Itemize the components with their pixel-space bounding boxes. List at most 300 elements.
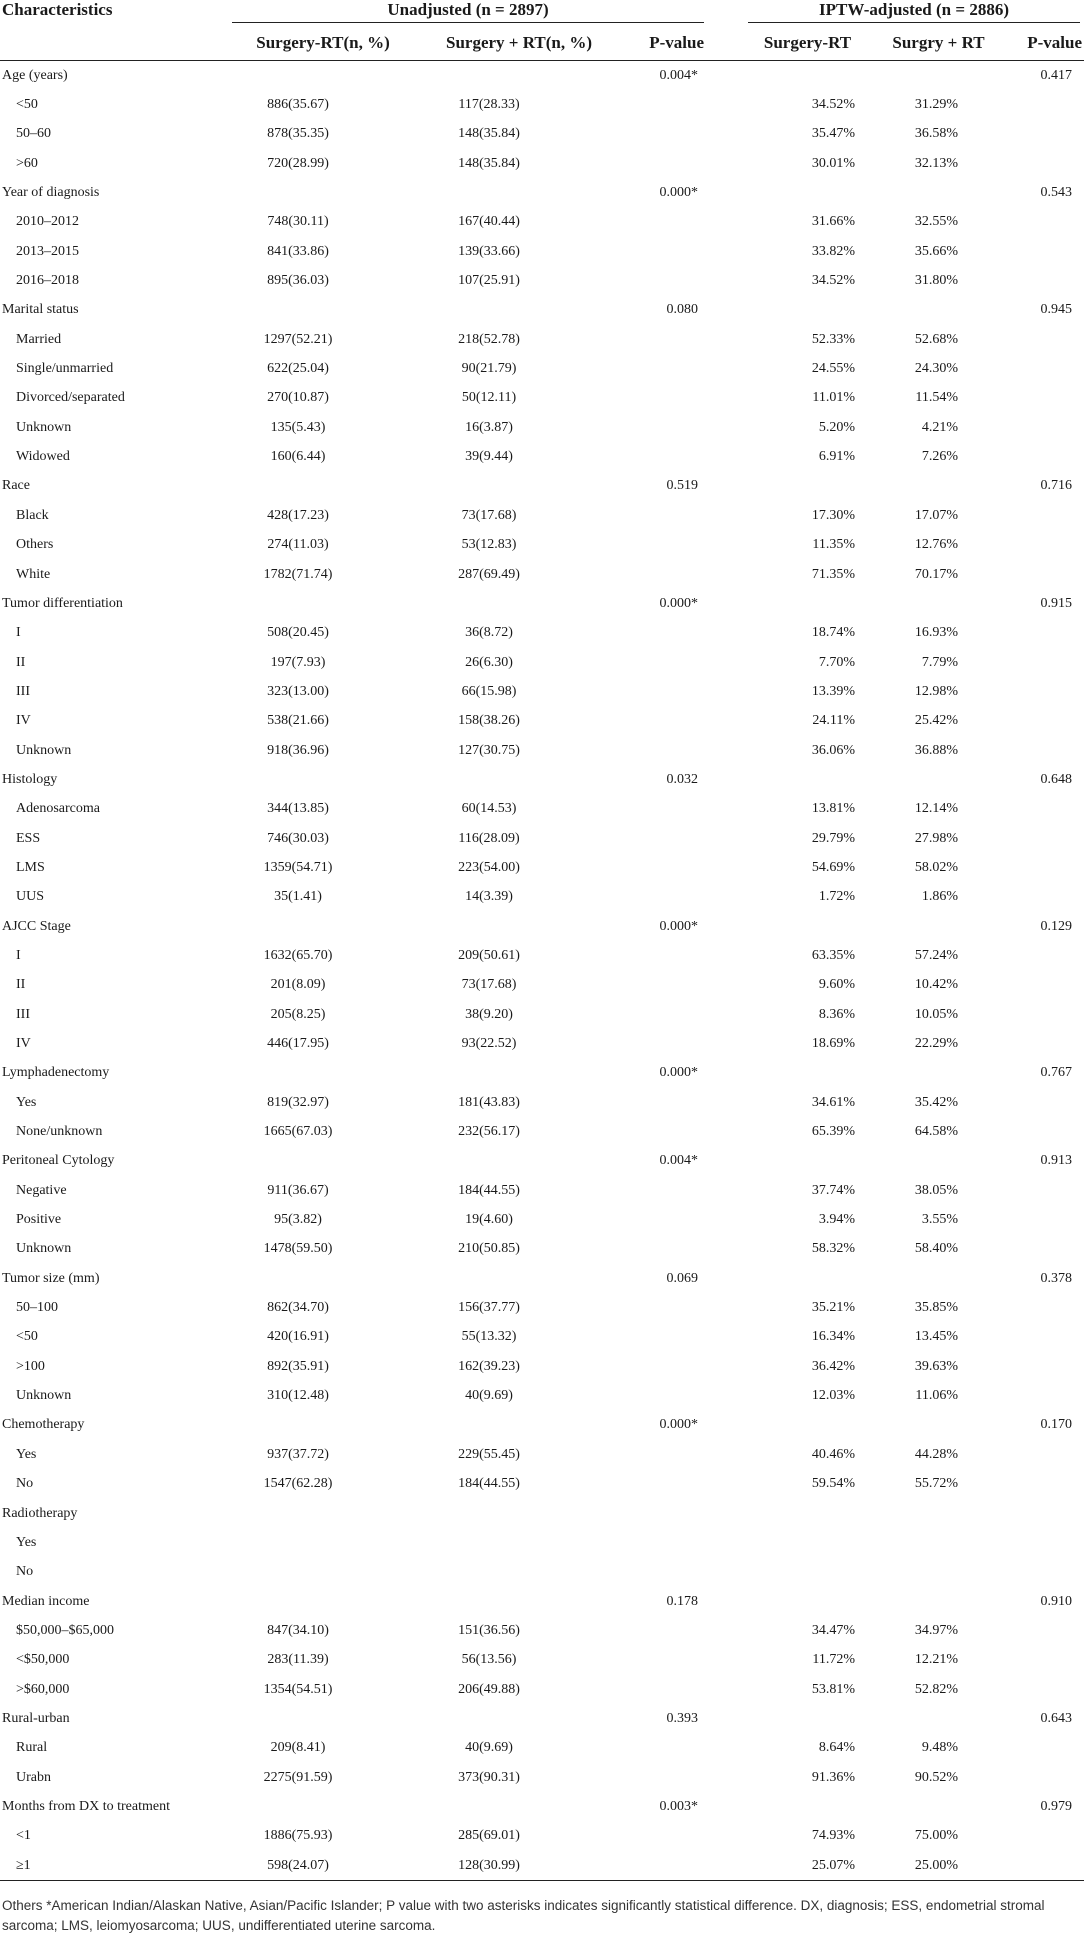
cell-iptw-surgery-plus-rt xyxy=(871,1587,1006,1616)
cell-iptw-surgery-minus-rt: 31.66% xyxy=(811,214,855,230)
cell-surgery-plus-rt: 162(39.23) xyxy=(458,1358,520,1374)
cell-surgery-plus-rt xyxy=(418,296,620,325)
cell-iptw-surgery-plus-rt: 25.00% xyxy=(871,1851,1006,1881)
cell-iptw-surgery-minus-rt: 91.36% xyxy=(811,1769,855,1785)
cell-pvalue xyxy=(620,795,708,824)
cell-surgery-plus-rt: 56(13.56) xyxy=(461,1652,517,1668)
spacer xyxy=(708,442,744,471)
cell-surgery-minus-rt: 197(7.93) xyxy=(270,654,326,670)
cell-iptw-surgery-plus-rt: 44.28% xyxy=(914,1446,958,1462)
cell-iptw-surgery-minus-rt xyxy=(744,178,871,207)
header-group-iptw xyxy=(744,0,1084,26)
cell-iptw-surgery-plus-rt: 35.42% xyxy=(914,1094,958,1110)
row-label: Chemotherapy xyxy=(2,1417,85,1433)
cell-pvalue: 0.393 xyxy=(666,1710,698,1726)
cell-surgery-minus-rt: 283(11.39) xyxy=(267,1652,329,1668)
cell-surgery-minus-rt xyxy=(228,1528,418,1557)
cell-iptw-surgery-plus-rt: 10.05% xyxy=(914,1006,958,1022)
table-row-category xyxy=(0,61,1084,91)
row-label: <50 xyxy=(16,97,38,113)
cell-iptw-pvalue: 0.945 xyxy=(1040,302,1073,318)
cell-pvalue xyxy=(620,413,708,442)
cell-iptw-pvalue xyxy=(1006,1499,1084,1528)
spacer xyxy=(708,1822,744,1851)
row-label: Lymphadenectomy xyxy=(2,1065,110,1081)
cell-iptw-surgery-plus-rt: 52.82% xyxy=(914,1681,958,1697)
cell-surgery-minus-rt: 1782(71.74) xyxy=(263,566,333,582)
cell-surgery-minus-rt xyxy=(228,296,418,325)
cell-iptw-surgery-plus-rt xyxy=(871,1704,1006,1733)
cell-surgery-minus-rt: 1632(65.70) xyxy=(263,947,333,963)
table-row-sublevel xyxy=(0,1851,1084,1881)
cell-iptw-pvalue xyxy=(1006,208,1084,237)
cell-surgery-minus-rt: 1359(54.71) xyxy=(263,859,333,875)
group-iptw-n: (n = 2886) xyxy=(936,0,1009,19)
cell-pvalue xyxy=(620,237,708,266)
cell-pvalue xyxy=(620,736,708,765)
cell-iptw-surgery-minus-rt xyxy=(744,1558,871,1587)
cell-pvalue xyxy=(620,1763,708,1792)
cell-iptw-pvalue: 0.648 xyxy=(1040,771,1073,787)
spacer xyxy=(708,853,744,882)
cell-pvalue xyxy=(620,1029,708,1058)
spacer xyxy=(708,413,744,442)
cell-surgery-minus-rt xyxy=(228,1704,418,1733)
table-row-sublevel xyxy=(0,736,1084,765)
table-row-category xyxy=(0,296,1084,325)
cell-iptw-pvalue xyxy=(1006,1088,1084,1117)
header-pvalue: P-value xyxy=(620,26,708,61)
cell-iptw-surgery-plus-rt xyxy=(871,765,1006,794)
cell-iptw-surgery-plus-rt: 70.17% xyxy=(914,566,958,582)
cell-iptw-surgery-plus-rt xyxy=(871,1264,1006,1293)
table-header xyxy=(0,0,1084,61)
cell-iptw-pvalue xyxy=(1006,795,1084,824)
cell-pvalue xyxy=(620,1558,708,1587)
table-row-category xyxy=(0,1059,1084,1088)
cell-iptw-surgery-minus-rt: 58.32% xyxy=(811,1241,855,1257)
row-label: 50–60 xyxy=(16,126,51,142)
group-unadjusted-n: (n = 2897) xyxy=(475,0,549,19)
cell-surgery-minus-rt: 2275(91.59) xyxy=(263,1769,333,1785)
spacer xyxy=(708,1704,744,1733)
cell-iptw-surgery-minus-rt: 33.82% xyxy=(811,243,855,259)
cell-surgery-plus-rt: 139(33.66) xyxy=(458,243,520,259)
cell-iptw-pvalue xyxy=(1006,531,1084,560)
row-label: Rural-urban xyxy=(2,1710,70,1726)
cell-iptw-surgery-plus-rt: 12.14% xyxy=(914,801,958,817)
spacer xyxy=(708,1763,744,1792)
row-label: Black xyxy=(16,507,49,523)
cell-iptw-pvalue xyxy=(1006,325,1084,354)
cell-iptw-pvalue xyxy=(1006,560,1084,589)
cell-surgery-minus-rt: 1665(67.03) xyxy=(263,1124,333,1140)
cell-surgery-plus-rt: 39(9.44) xyxy=(465,449,513,465)
table-row-category xyxy=(0,1411,1084,1440)
cell-iptw-pvalue xyxy=(1006,413,1084,442)
cell-iptw-surgery-minus-rt: 37.74% xyxy=(811,1182,855,1198)
cell-iptw-surgery-plus-rt xyxy=(871,1792,1006,1821)
spacer xyxy=(708,1029,744,1058)
cell-iptw-pvalue xyxy=(1006,677,1084,706)
cell-surgery-minus-rt: 323(13.00) xyxy=(267,683,329,699)
cell-pvalue xyxy=(620,853,708,882)
cell-iptw-pvalue: 0.643 xyxy=(1040,1710,1073,1726)
cell-surgery-minus-rt: 1297(52.21) xyxy=(263,331,333,347)
table-row-category xyxy=(0,765,1084,794)
cell-iptw-surgery-plus-rt: 4.21% xyxy=(921,419,958,435)
cell-surgery-minus-rt xyxy=(228,1411,418,1440)
spacer xyxy=(708,971,744,1000)
cell-iptw-surgery-plus-rt: 58.02% xyxy=(914,859,958,875)
cell-pvalue xyxy=(620,384,708,413)
cell-iptw-pvalue xyxy=(1006,1646,1084,1675)
cell-iptw-surgery-plus-rt: 31.80% xyxy=(914,273,958,289)
cell-iptw-surgery-minus-rt xyxy=(744,1587,871,1616)
cell-surgery-minus-rt: 847(34.10) xyxy=(267,1622,329,1638)
cell-surgery-minus-rt: 160(6.44) xyxy=(270,449,326,465)
cell-iptw-surgery-minus-rt: 17.30% xyxy=(811,507,855,523)
cell-iptw-surgery-minus-rt: 35.47% xyxy=(811,126,855,142)
cell-iptw-surgery-minus-rt xyxy=(744,912,871,941)
cell-surgery-minus-rt: 205(8.25) xyxy=(270,1006,326,1022)
cell-pvalue xyxy=(620,208,708,237)
row-label: >$60,000 xyxy=(16,1681,70,1697)
cell-surgery-plus-rt: 107(25.91) xyxy=(458,273,520,289)
row-label: ESS xyxy=(16,830,41,846)
cell-iptw-surgery-minus-rt: 54.69% xyxy=(811,859,855,875)
spacer xyxy=(708,1411,744,1440)
cell-iptw-surgery-plus-rt xyxy=(871,912,1006,941)
cell-surgery-plus-rt xyxy=(418,1059,620,1088)
spacer xyxy=(708,1176,744,1205)
cell-pvalue xyxy=(620,325,708,354)
spacer xyxy=(708,736,744,765)
cell-iptw-pvalue xyxy=(1006,1029,1084,1058)
table-row-sublevel xyxy=(0,1088,1084,1117)
cell-iptw-surgery-plus-rt: 36.58% xyxy=(914,126,958,142)
cell-surgery-plus-rt: 287(69.49) xyxy=(458,566,520,582)
table-row-category xyxy=(0,472,1084,501)
cell-iptw-pvalue: 0.716 xyxy=(1040,478,1073,494)
cell-iptw-surgery-minus-rt: 63.35% xyxy=(811,947,855,963)
row-label: >60 xyxy=(16,155,38,171)
cell-pvalue xyxy=(620,1088,708,1117)
row-label: 50–100 xyxy=(16,1300,58,1316)
cell-pvalue xyxy=(620,1822,708,1851)
cell-iptw-surgery-minus-rt: 16.34% xyxy=(811,1329,855,1345)
cell-iptw-surgery-plus-rt xyxy=(871,1147,1006,1176)
cell-surgery-minus-rt xyxy=(228,1059,418,1088)
table-row-sublevel xyxy=(0,707,1084,736)
cell-iptw-surgery-plus-rt xyxy=(871,472,1006,501)
cell-surgery-plus-rt xyxy=(418,765,620,794)
spacer xyxy=(708,1851,744,1881)
cell-pvalue: 0.000* xyxy=(659,595,698,611)
spacer xyxy=(708,90,744,119)
cell-surgery-minus-rt xyxy=(228,1147,418,1176)
spacer xyxy=(708,208,744,237)
spacer xyxy=(708,61,744,91)
cell-iptw-surgery-plus-rt xyxy=(871,1558,1006,1587)
cell-surgery-minus-rt: 886(35.67) xyxy=(267,97,329,113)
cell-pvalue xyxy=(620,149,708,178)
cell-surgery-minus-rt: 918(36.96) xyxy=(267,742,329,758)
cell-surgery-minus-rt: 344(13.85) xyxy=(267,801,329,817)
table-row-category xyxy=(0,178,1084,207)
cell-pvalue xyxy=(620,1440,708,1469)
table-row-sublevel xyxy=(0,90,1084,119)
cell-surgery-minus-rt: 1547(62.28) xyxy=(263,1476,333,1492)
cell-iptw-surgery-minus-rt: 13.81% xyxy=(811,801,855,817)
cell-iptw-surgery-minus-rt: 34.52% xyxy=(811,273,855,289)
cell-iptw-pvalue xyxy=(1006,1528,1084,1557)
table-row-sublevel xyxy=(0,795,1084,824)
cell-iptw-surgery-plus-rt: 75.00% xyxy=(914,1828,958,1844)
cell-surgery-plus-rt: 116(28.09) xyxy=(458,830,520,846)
row-label: Unknown xyxy=(16,742,72,758)
row-label: <$50,000 xyxy=(16,1652,70,1668)
cell-pvalue xyxy=(620,1117,708,1146)
cell-iptw-surgery-minus-rt: 24.55% xyxy=(811,361,855,377)
cell-iptw-pvalue xyxy=(1006,1381,1084,1410)
cell-iptw-pvalue xyxy=(1006,354,1084,383)
spacer xyxy=(708,1293,744,1322)
cell-iptw-pvalue xyxy=(1006,1763,1084,1792)
cell-iptw-surgery-minus-rt: 1.72% xyxy=(818,889,855,905)
spacer xyxy=(708,1059,744,1088)
cell-surgery-plus-rt: 218(52.78) xyxy=(458,331,520,347)
cell-surgery-minus-rt: 746(30.03) xyxy=(267,830,329,846)
cell-pvalue: 0.519 xyxy=(666,478,698,494)
cell-iptw-pvalue xyxy=(1006,120,1084,149)
cell-iptw-surgery-minus-rt: 36.06% xyxy=(811,742,855,758)
table-row-sublevel xyxy=(0,1675,1084,1704)
cell-surgery-minus-rt: 508(20.45) xyxy=(267,625,329,641)
cell-iptw-pvalue xyxy=(1006,149,1084,178)
cell-iptw-surgery-plus-rt: 24.30% xyxy=(914,361,958,377)
cell-iptw-surgery-plus-rt: 64.58% xyxy=(914,1124,958,1140)
cell-pvalue xyxy=(620,90,708,119)
table-row-sublevel xyxy=(0,619,1084,648)
cell-pvalue xyxy=(620,1616,708,1645)
cell-surgery-plus-rt: 184(44.55) xyxy=(458,1182,520,1198)
spacer xyxy=(708,912,744,941)
cell-iptw-surgery-minus-rt xyxy=(744,1147,871,1176)
table-row-category xyxy=(0,1792,1084,1821)
cell-surgery-plus-rt xyxy=(418,1792,620,1821)
table-row-sublevel xyxy=(0,120,1084,149)
cell-iptw-pvalue: 0.913 xyxy=(1040,1153,1073,1169)
cell-iptw-surgery-minus-rt: 9.60% xyxy=(818,977,855,993)
cell-surgery-minus-rt: 878(35.35) xyxy=(267,126,329,142)
cell-surgery-minus-rt: 209(8.41) xyxy=(270,1740,326,1756)
cell-surgery-plus-rt: 117(28.33) xyxy=(458,97,520,113)
cell-iptw-pvalue xyxy=(1006,824,1084,853)
cell-iptw-pvalue xyxy=(1006,1822,1084,1851)
cell-surgery-plus-rt: 73(17.68) xyxy=(461,977,517,993)
cell-iptw-surgery-minus-rt: 34.52% xyxy=(811,97,855,113)
table-row-sublevel xyxy=(0,1235,1084,1264)
spacer xyxy=(708,501,744,530)
cell-surgery-minus-rt: 598(24.07) xyxy=(228,1851,418,1881)
cell-pvalue: 0.003* xyxy=(659,1798,698,1814)
spacer xyxy=(708,1587,744,1616)
row-label: No xyxy=(16,1564,34,1580)
cell-surgery-minus-rt xyxy=(228,1499,418,1528)
cell-pvalue xyxy=(620,648,708,677)
row-label: LMS xyxy=(16,859,45,875)
row-label: II xyxy=(16,977,26,993)
cell-surgery-plus-rt: 90(21.79) xyxy=(461,361,517,377)
row-label: Unknown xyxy=(16,419,72,435)
cell-surgery-minus-rt xyxy=(228,1587,418,1616)
row-label: <50 xyxy=(16,1329,38,1345)
spacer xyxy=(708,1616,744,1645)
cell-pvalue xyxy=(620,707,708,736)
spacer xyxy=(708,824,744,853)
header-surgery-minus-rt: Surgery-RT(n, %) xyxy=(228,26,418,61)
cell-pvalue: 0.178 xyxy=(666,1593,698,1609)
cell-surgery-plus-rt: 36(8.72) xyxy=(465,625,513,641)
cell-pvalue xyxy=(620,1470,708,1499)
row-label: Single/unmarried xyxy=(16,361,114,377)
cell-surgery-minus-rt: 819(32.97) xyxy=(267,1094,329,1110)
row-label: II xyxy=(16,654,26,670)
cell-iptw-surgery-minus-rt: 11.01% xyxy=(812,390,855,406)
table-row-sublevel xyxy=(0,442,1084,471)
row-label: Yes xyxy=(16,1534,37,1550)
cell-iptw-pvalue: 0.378 xyxy=(1040,1270,1073,1286)
cell-surgery-plus-rt xyxy=(418,1587,620,1616)
spacer xyxy=(708,1088,744,1117)
cell-iptw-pvalue: 0.910 xyxy=(1040,1593,1073,1609)
cell-surgery-plus-rt: 38(9.20) xyxy=(465,1006,513,1022)
cell-surgery-minus-rt xyxy=(228,178,418,207)
spacer xyxy=(708,1646,744,1675)
cell-iptw-surgery-plus-rt: 16.93% xyxy=(914,625,958,641)
table-row-sublevel xyxy=(0,1176,1084,1205)
header-characteristics: Characteristics xyxy=(2,0,113,19)
table-footnote: Others *American Indian/Alaskan Native, Asian/Pacific Islander; P value with two asterisks indicates significantly statistical difference. DX, diagnosis; ESS, endometrial stromal sarcoma; LMS, leiomyosarcoma; UUS, undifferentiated uterine sarcoma. xyxy=(2,1898,1045,1933)
cell-iptw-surgery-minus-rt: 34.61% xyxy=(811,1094,855,1110)
cell-iptw-surgery-plus-rt: 1.86% xyxy=(921,889,958,905)
cell-surgery-plus-rt: 156(37.77) xyxy=(458,1300,520,1316)
table-row-sublevel xyxy=(0,677,1084,706)
table-row-sublevel xyxy=(0,1558,1084,1587)
cell-iptw-surgery-minus-rt: 6.91% xyxy=(818,449,855,465)
cell-iptw-surgery-plus-rt: 36.88% xyxy=(914,742,958,758)
cell-iptw-surgery-plus-rt: 12.76% xyxy=(914,537,958,553)
cell-surgery-minus-rt: 862(34.70) xyxy=(267,1300,329,1316)
spacer xyxy=(708,1205,744,1234)
cell-pvalue xyxy=(620,1235,708,1264)
table-row-sublevel xyxy=(0,266,1084,295)
cell-iptw-surgery-minus-rt: 11.35% xyxy=(812,537,855,553)
cell-pvalue xyxy=(620,1528,708,1557)
cell-surgery-minus-rt xyxy=(228,912,418,941)
cell-iptw-surgery-plus-rt: 12.98% xyxy=(914,683,958,699)
cell-iptw-pvalue xyxy=(1006,971,1084,1000)
cell-iptw-pvalue xyxy=(1006,1293,1084,1322)
row-label: Median income xyxy=(2,1593,90,1609)
cell-iptw-pvalue xyxy=(1006,1851,1084,1881)
cell-iptw-surgery-minus-rt: 5.20% xyxy=(818,419,855,435)
cell-surgery-plus-rt: 223(54.00) xyxy=(458,859,520,875)
row-label: IV xyxy=(16,1036,31,1052)
spacer xyxy=(708,1675,744,1704)
spacer xyxy=(708,1734,744,1763)
cell-iptw-pvalue xyxy=(1006,237,1084,266)
row-label: III xyxy=(16,1006,30,1022)
cell-iptw-surgery-plus-rt: 35.85% xyxy=(914,1300,958,1316)
cell-iptw-pvalue: 0.767 xyxy=(1040,1065,1073,1081)
row-label: Peritoneal Cytology xyxy=(2,1153,115,1169)
table-row-sublevel xyxy=(0,941,1084,970)
cell-surgery-minus-rt: 420(16.91) xyxy=(267,1329,329,1345)
cell-pvalue xyxy=(620,1499,708,1528)
cell-surgery-minus-rt xyxy=(228,1558,418,1587)
row-label: Year of diagnosis xyxy=(2,185,100,201)
cell-iptw-pvalue xyxy=(1006,1734,1084,1763)
cell-pvalue: 0.004* xyxy=(659,1153,698,1169)
cell-iptw-surgery-plus-rt: 35.66% xyxy=(914,243,958,259)
spacer xyxy=(708,589,744,618)
table-row-sublevel xyxy=(0,208,1084,237)
row-label: IV xyxy=(16,713,31,729)
cell-pvalue xyxy=(620,1293,708,1322)
cell-iptw-pvalue: 0.979 xyxy=(1040,1798,1073,1814)
cell-surgery-plus-rt: 73(17.68) xyxy=(461,507,517,523)
spacer xyxy=(708,677,744,706)
cell-iptw-surgery-plus-rt: 11.54% xyxy=(915,390,958,406)
table-row-sublevel xyxy=(0,1646,1084,1675)
table-row-sublevel xyxy=(0,1352,1084,1381)
row-label: Yes xyxy=(16,1446,37,1462)
spacer xyxy=(708,795,744,824)
table-row-sublevel xyxy=(0,1323,1084,1352)
cell-surgery-minus-rt: 538(21.66) xyxy=(267,713,329,729)
cell-surgery-plus-rt: 53(12.83) xyxy=(461,537,517,553)
spacer xyxy=(708,1381,744,1410)
spacer xyxy=(708,296,744,325)
cell-pvalue xyxy=(620,1734,708,1763)
spacer xyxy=(708,1792,744,1821)
row-label: Widowed xyxy=(16,449,70,465)
table-row-sublevel xyxy=(0,1470,1084,1499)
cell-iptw-surgery-plus-rt xyxy=(871,1411,1006,1440)
cell-iptw-surgery-minus-rt xyxy=(744,1528,871,1557)
cell-surgery-minus-rt: 1886(75.93) xyxy=(263,1828,333,1844)
cell-pvalue xyxy=(620,883,708,912)
cell-iptw-surgery-plus-rt: 52.68% xyxy=(914,331,958,347)
row-label: Race xyxy=(2,478,30,494)
row-label: Yes xyxy=(16,1094,37,1110)
table-row-sublevel xyxy=(0,1822,1084,1851)
row-label: Radiotherapy xyxy=(2,1505,78,1521)
cell-iptw-surgery-plus-rt: 31.29% xyxy=(914,97,958,113)
spacer xyxy=(708,941,744,970)
cell-iptw-pvalue xyxy=(1006,883,1084,912)
cell-surgery-plus-rt: 148(35.84) xyxy=(458,126,520,142)
cell-iptw-surgery-plus-rt xyxy=(871,1499,1006,1528)
cell-iptw-surgery-minus-rt xyxy=(744,1704,871,1733)
cell-iptw-surgery-minus-rt xyxy=(744,1264,871,1293)
row-label: III xyxy=(16,683,30,699)
cell-iptw-surgery-plus-rt: 25.42% xyxy=(914,713,958,729)
row-label: Others xyxy=(16,537,54,553)
cell-pvalue xyxy=(620,1352,708,1381)
